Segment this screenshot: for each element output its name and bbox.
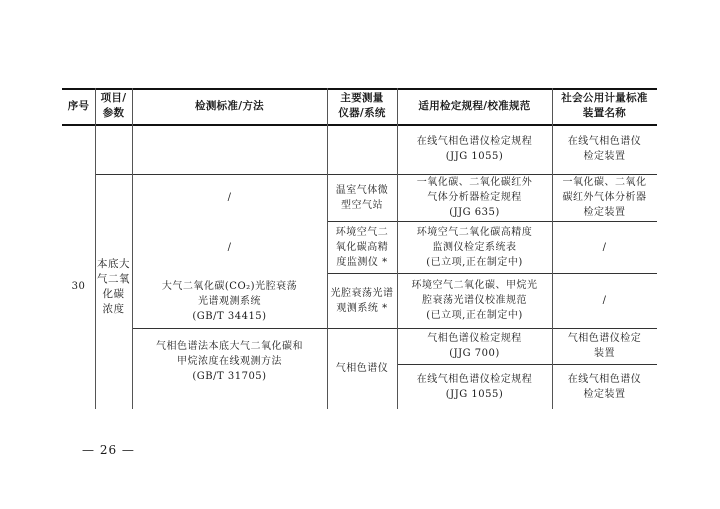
method-gc: 气相色谱法本底大气二氧化碳和 甲烷浓度在线观测方法 (GB/T 31705) xyxy=(156,341,303,382)
item-name: 本底大 气二氧 化碳 浓度 xyxy=(97,257,130,315)
regulation-co2-monitor: 环境空气二氧化碳高精度 监测仪检定系统表 (已立项,正在制定中) xyxy=(416,226,533,268)
regulation-jjg635: 一氧化碳、二氧化碳红外 气体分析器检定规程 (JJG 635) xyxy=(416,177,533,218)
method-slash: / xyxy=(227,192,232,203)
header-regulation: 适用检定规程/校准规范 xyxy=(418,99,531,112)
header-item: 项目/ 参数 xyxy=(100,92,127,119)
instrument-gc: 气相色谱仪 xyxy=(335,363,389,374)
instrument-monitor: 环境空气二 氧化碳高精 度监测仪 * xyxy=(335,226,389,268)
method-slash: / xyxy=(227,241,232,253)
header-instrument: 主要测量 仪器/系统 xyxy=(338,92,386,119)
standard-slash: / xyxy=(602,295,607,306)
header-method: 检测标准/方法 xyxy=(195,99,264,112)
regulation-jjg700: 气相色谱仪检定规程 (JJG 700) xyxy=(427,333,522,359)
regulation-jjg1055: 在线气相色谱仪检定规程 (JJG 1055) xyxy=(416,373,533,400)
standard-online-gc: 在线气相色谱仪 检定装置 xyxy=(567,373,642,400)
instrument-station: 温室气体微 型空气站 xyxy=(335,184,389,211)
regulation-jjg1055: 在线气相色谱仪检定规程 (JJG 1055) xyxy=(416,136,533,162)
regulation-crds: 环境空气二氧化碳、甲烷光 腔衰荡光谱仪校准规范 (已立项,正在制定中) xyxy=(411,280,538,321)
header-serial: 序号 xyxy=(67,99,90,112)
method-co2-crds: 大气二氧化碳(CO₂)光腔衰荡 光谱观测系统 (GB/T 34415) xyxy=(161,281,298,322)
standard-gc: 气相色谱仪检定 装置 xyxy=(567,333,642,359)
standards-table xyxy=(62,88,657,409)
standard-slash: / xyxy=(602,241,607,253)
serial-number: 30 xyxy=(71,281,86,292)
header-standard: 社会公用计量标准 装置名称 xyxy=(561,92,648,119)
instrument-crds: 光腔衰荡光谱 观测系统 * xyxy=(330,287,394,314)
standard-ir-analyzer: 一氧化碳、二氧化 碳红外气体分析器 检定装置 xyxy=(562,177,647,218)
page-number: — 26 — xyxy=(82,443,135,457)
standard-online-gc: 在线气相色谱仪 检定装置 xyxy=(567,136,642,162)
